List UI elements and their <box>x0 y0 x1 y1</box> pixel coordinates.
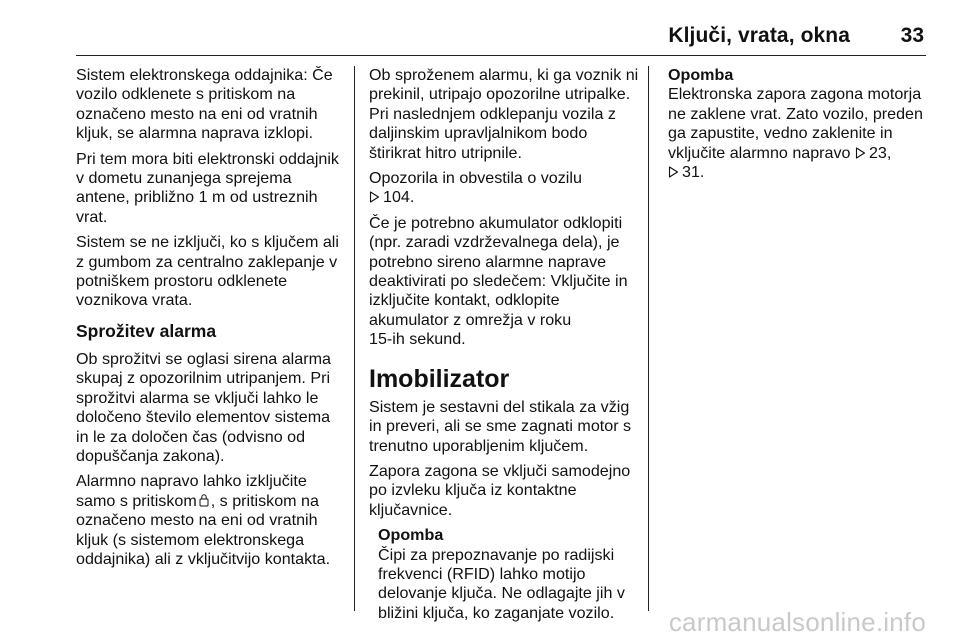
note-immobilizer-doors: Opomba Elektronska zapora zagona motorja ne zaklene vrat. Zato vozilo, preden ga zapustite, vedno zaklenite in vključite alarmno napravo 23, 31. <box>668 66 930 182</box>
column-divider-1 <box>354 66 355 611</box>
page-reference-arrow-icon <box>855 147 866 159</box>
page-reference-link[interactable]: 104. <box>383 188 415 207</box>
paragraph-hazard-flashers: Ob sproženem alarmu, ki ga voznik ni prekinil, utripajo opozorilne utripalke. Pri naslednjem odklepanju vozila z daljinskim upravljalnikom bodo štirikrat hitro utripnile. <box>369 66 639 162</box>
paragraph-alarm-siren: Ob sprožitvi se oglasi sirena alarma skupaj z opozorilnim utripanjem. Pri sprožitvi alarma se vključi lahko le določeno število elementov sistema in le za določen čas (odvisno od dopuščanja zakona). <box>76 349 331 465</box>
paragraph-vehicle-messages: Opozorila in obvestila o vozilu 104. <box>369 169 582 207</box>
page-reference-arrow-icon <box>369 191 380 203</box>
page-reference-arrow-icon <box>668 166 679 178</box>
header-divider <box>76 55 926 56</box>
watermark: carmanualsonline.info <box>668 607 926 637</box>
paragraph-battery-disconnect: Če je potrebno akumulator odklopiti (npr. zaradi vzdrževalnega dela), je potrebno sireno alarmne naprave deaktivirati po sledečem: Vključite in izključite kontakt, odklopite akumulator z omrežja v roku 15-ih sekund. <box>369 213 628 349</box>
heading-immobilizer: Imobilizator <box>369 364 510 393</box>
paragraph-switch-off-alarm: Alarmno napravo lahko izključite samo s pritiskom , s pritiskom na označeno mesto na eni od vratnih kljuk (s sistemom elektronskega oddajnika) ali z vključitvijo kontakta. <box>76 472 331 568</box>
paragraph-immobilizer-activation: Zapora zagona se vključi samodejno po izvleku ključa iz kontaktne ključavnice. <box>369 461 631 519</box>
paragraph-not-disabled: Sistem se ne izključi, ko s ključem ali z gumbom za centralno zaklepanje v potniškem prostoru odklenete voznikova vrata. <box>76 233 339 310</box>
page-reference-link[interactable]: 31. <box>682 163 705 182</box>
heading-alarm-trigger: Sprožitev alarma <box>76 320 217 341</box>
header-title: Ključi, vrata, okna <box>668 24 850 47</box>
paragraph-transmitter: Sistem elektronskega oddajnika: Če vozilo odklenete s pritiskom na označeno mesto na eni od vratnih kljuk, se alarmna naprava izklopi. <box>76 66 333 143</box>
paragraph-immobilizer-system: Sistem je sestavni del stikala za vžig in preveri, ali se sme zagnati motor s trenutno uporabljenim ključem. <box>369 397 632 455</box>
column-1 <box>76 66 346 575</box>
column-divider-2 <box>648 66 649 611</box>
page-header <box>0 0 960 56</box>
paragraph-range: Pri tem mora biti elektronski oddajnik v dometu zunanjega sprejema antene, približno 1 m od ustreznih vrat. <box>76 149 339 226</box>
note-title: Opomba <box>378 526 444 545</box>
page-number: 33 <box>900 24 924 47</box>
column-2 <box>369 66 637 629</box>
lock-button-icon <box>199 493 209 507</box>
column-3 <box>668 66 930 188</box>
page-reference-link[interactable]: 23, <box>868 143 892 162</box>
note-title: Opomba <box>668 66 734 84</box>
note-rfid: Opomba Čipi za prepoznavanje po radijski frekvenci (RFID) lahko motijo delovanje ključa. Ne odlagajte jih v bližini ključa, ko zaganjate vozilo. <box>369 526 637 623</box>
